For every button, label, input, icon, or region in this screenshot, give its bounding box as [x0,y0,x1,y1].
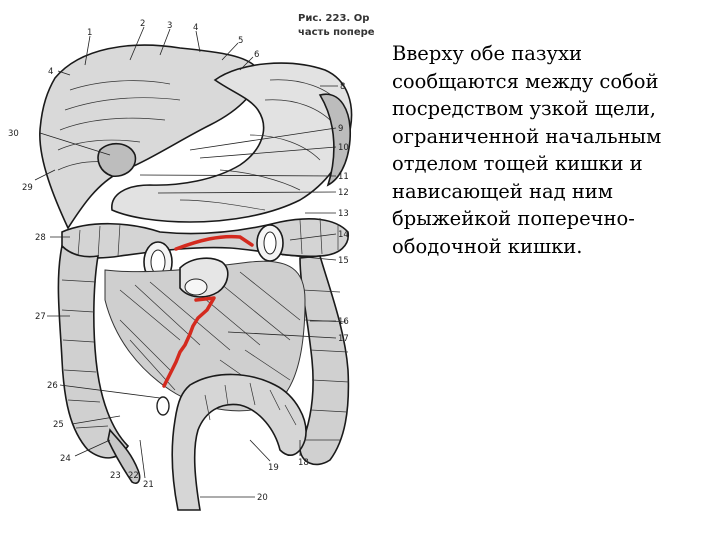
label-3: 3 [167,21,173,31]
label-29: 29 [22,183,33,193]
label-19: 19 [268,463,279,473]
gallbladder-shape [98,144,135,177]
caption-line: ободочной кишки. [392,234,583,258]
caption-text [392,40,710,260]
label-4: 4 [193,23,199,33]
label-14: 14 [338,230,349,240]
label-11: 11 [338,172,349,182]
label-16: 16 [338,317,349,327]
sigmoid-colon [172,374,306,510]
label-4-left: 4 [48,67,54,77]
label-22: 22 [128,471,139,481]
label-8: 8 [340,82,346,92]
label-2: 2 [140,19,146,29]
label-1: 1 [87,28,93,38]
label-18: 18 [298,458,309,468]
caption-line: нависающей над ним [392,179,613,203]
label-26: 26 [47,381,58,391]
label-5: 5 [238,36,244,46]
descending-colon [300,256,348,464]
caption-line: сообщаются между собой [392,69,659,93]
label-12: 12 [338,188,349,198]
label-20: 20 [257,493,268,503]
label-10: 10 [338,143,349,153]
figure-header-line-2: часть попере [298,27,375,38]
caption-line: брыжейкой поперечно- [392,207,635,230]
label-25: 25 [53,420,64,430]
label-6: 6 [254,50,260,60]
label-15: 15 [338,256,349,266]
jejunum-lumen [185,279,207,295]
ileum-cut-end [157,397,169,415]
label-17: 17 [338,334,349,344]
label-28: 28 [35,233,46,243]
label-9: 9 [338,124,344,134]
label-30: 30 [8,129,19,139]
caption-line: посредством узкой щели, [392,97,656,120]
label-27: 27 [35,312,46,322]
label-13: 13 [338,209,349,219]
label-23: 23 [110,471,121,481]
cut-loop-right-lumen [264,232,276,254]
caption-line: ограниченной начальным [392,124,662,148]
caption-line: Вверху обе пазухи [392,42,582,65]
label-21: 21 [143,480,154,490]
figure-header-line-1: Рис. 223. Ор [298,13,370,24]
label-24: 24 [60,454,71,464]
cut-loop-left-lumen [151,250,165,274]
caption-line: отделом тощей кишки и [392,152,643,175]
